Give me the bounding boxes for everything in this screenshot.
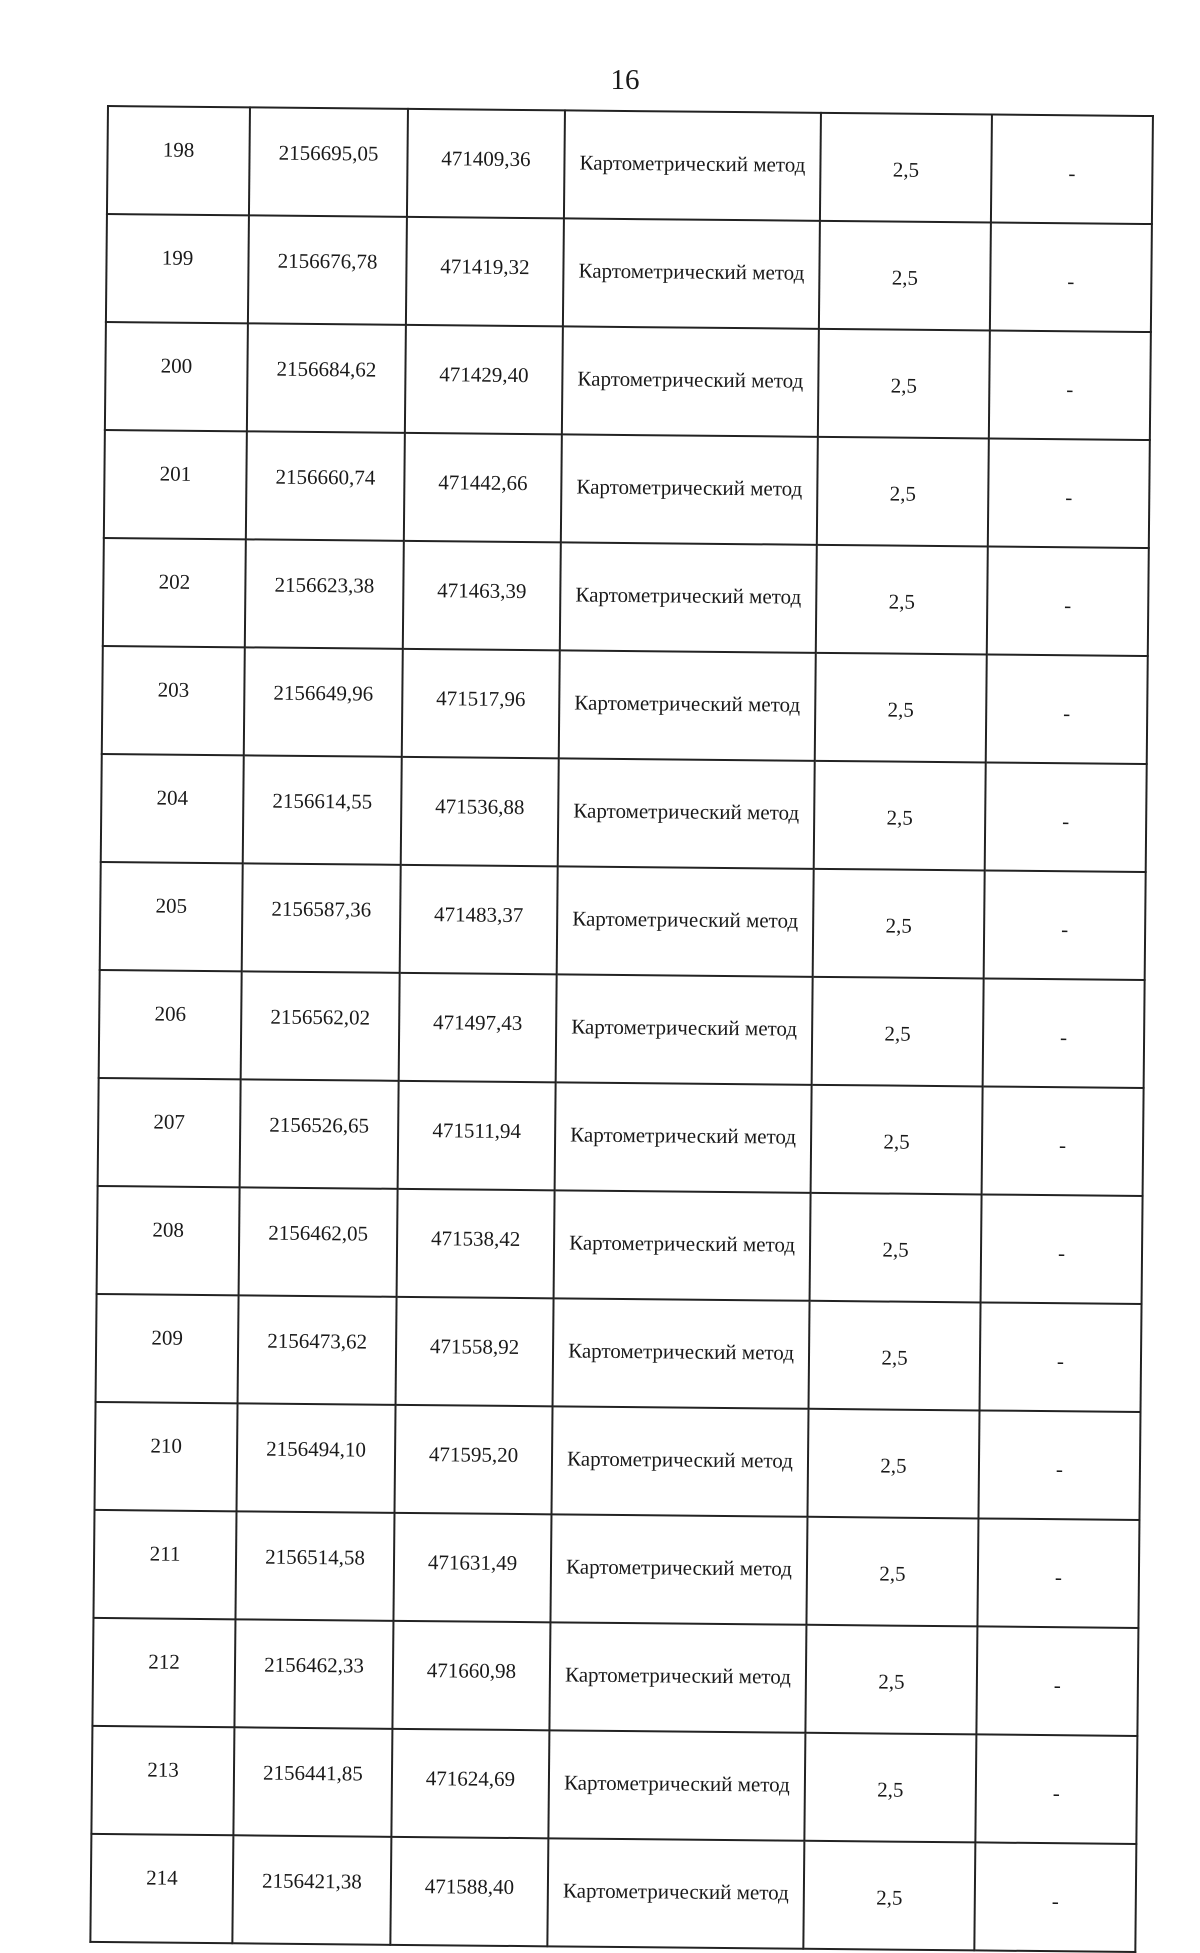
y-coordinate-cell: 471660,98: [392, 1621, 550, 1731]
x-coordinate-cell: 2156695,05: [249, 107, 408, 217]
y-coordinate-cell: 471497,43: [399, 973, 557, 1083]
y-coordinate-cell: 471536,88: [401, 757, 559, 867]
method-cell: Картометрический метод: [555, 1082, 812, 1192]
note-cell: -: [980, 1302, 1142, 1412]
y-coordinate-cell: 471588,40: [390, 1837, 548, 1947]
table-row: [106, 214, 1152, 332]
table-body: [90, 106, 1153, 1952]
y-coordinate-cell: 471463,39: [403, 541, 561, 651]
accuracy-cell: 2,5: [814, 761, 986, 871]
y-coordinate-cell: 471624,69: [391, 1729, 549, 1839]
table-row: [95, 1402, 1141, 1520]
y-coordinate-cell: 471558,92: [396, 1297, 554, 1407]
table-row: [97, 1186, 1143, 1304]
table-row: [98, 1078, 1144, 1196]
y-coordinate-cell: 471429,40: [405, 325, 563, 435]
table-row: [101, 754, 1147, 872]
accuracy-cell: 2,5: [806, 1517, 978, 1627]
accuracy-cell: 2,5: [804, 1733, 976, 1843]
note-cell: -: [982, 1086, 1144, 1196]
y-coordinate-cell: 471538,42: [397, 1189, 555, 1299]
x-coordinate-cell: 2156684,62: [247, 323, 406, 433]
note-cell: -: [990, 222, 1152, 332]
point-number-cell: 212: [92, 1618, 235, 1727]
y-coordinate-cell: 471631,49: [393, 1513, 551, 1623]
x-coordinate-cell: 2156562,02: [241, 971, 400, 1081]
method-cell: Картометрический метод: [553, 1298, 810, 1408]
note-cell: -: [988, 438, 1150, 548]
point-number-cell: 208: [97, 1186, 240, 1295]
point-number-cell: 211: [93, 1510, 236, 1619]
point-number-cell: 205: [100, 862, 243, 971]
method-cell: Картометрический метод: [558, 758, 815, 868]
note-cell: -: [981, 1194, 1143, 1304]
table-row: [91, 1726, 1137, 1844]
accuracy-cell: 2,5: [817, 437, 989, 547]
note-cell: -: [976, 1626, 1138, 1736]
method-cell: Картометрический метод: [563, 218, 820, 328]
point-number-cell: 204: [101, 754, 244, 863]
table-row: [102, 646, 1148, 764]
point-number-cell: 213: [91, 1726, 234, 1835]
y-coordinate-cell: 471442,66: [404, 433, 562, 543]
note-cell: -: [985, 762, 1147, 872]
page-number: 16: [610, 64, 640, 96]
coordinates-table: [89, 105, 1154, 1953]
x-coordinate-cell: 2156494,10: [237, 1403, 396, 1513]
note-cell: -: [984, 870, 1146, 980]
accuracy-cell: 2,5: [810, 1193, 982, 1303]
x-coordinate-cell: 2156526,65: [240, 1079, 399, 1189]
x-coordinate-cell: 2156462,05: [239, 1187, 398, 1297]
note-cell: -: [975, 1734, 1137, 1844]
point-number-cell: 206: [99, 970, 242, 1079]
note-cell: -: [978, 1410, 1140, 1520]
x-coordinate-cell: 2156421,38: [232, 1835, 391, 1945]
table-row: [92, 1618, 1138, 1736]
note-cell: -: [977, 1518, 1139, 1628]
point-number-cell: 202: [103, 538, 246, 647]
accuracy-cell: 2,5: [807, 1409, 979, 1519]
method-cell: Картометрический метод: [547, 1838, 804, 1948]
method-cell: Картометрический метод: [559, 650, 816, 760]
table-row: [100, 862, 1146, 980]
x-coordinate-cell: 2156660,74: [246, 431, 405, 541]
point-number-cell: 207: [98, 1078, 241, 1187]
accuracy-cell: 2,5: [809, 1301, 981, 1411]
y-coordinate-cell: 471511,94: [398, 1081, 556, 1191]
method-cell: Картометрический метод: [554, 1190, 811, 1300]
table-row: [105, 322, 1151, 440]
table-row: [93, 1510, 1139, 1628]
method-cell: Картометрический метод: [560, 542, 817, 652]
point-number-cell: 200: [105, 322, 248, 431]
accuracy-cell: 2,5: [811, 1085, 983, 1195]
point-number-cell: 201: [104, 430, 247, 539]
x-coordinate-cell: 2156514,58: [235, 1511, 394, 1621]
table-row: [99, 970, 1145, 1088]
y-coordinate-cell: 471483,37: [400, 865, 558, 975]
x-coordinate-cell: 2156473,62: [238, 1295, 397, 1405]
note-cell: -: [983, 978, 1145, 1088]
x-coordinate-cell: 2156441,85: [233, 1727, 392, 1837]
table-row: [90, 1834, 1136, 1952]
point-number-cell: 203: [102, 646, 245, 755]
accuracy-cell: 2,5: [805, 1625, 977, 1735]
y-coordinate-cell: 471595,20: [394, 1405, 552, 1515]
x-coordinate-cell: 2156462,33: [234, 1619, 393, 1729]
note-cell: -: [989, 330, 1151, 440]
table-row: [103, 538, 1149, 656]
accuracy-cell: 2,5: [816, 545, 988, 655]
x-coordinate-cell: 2156649,96: [244, 647, 403, 757]
x-coordinate-cell: 2156623,38: [245, 539, 404, 649]
method-cell: Картометрический метод: [561, 434, 818, 544]
point-number-cell: 199: [106, 214, 249, 323]
point-number-cell: 198: [107, 106, 250, 215]
coordinates-table-container: [89, 105, 1152, 1953]
method-cell: Картометрический метод: [557, 866, 814, 976]
x-coordinate-cell: 2156614,55: [243, 755, 402, 865]
table-row: [96, 1294, 1142, 1412]
method-cell: Картометрический метод: [564, 110, 821, 220]
method-cell: Картометрический метод: [550, 1514, 807, 1624]
x-coordinate-cell: 2156676,78: [248, 215, 407, 325]
accuracy-cell: 2,5: [812, 977, 984, 1087]
method-cell: Картометрический метод: [556, 974, 813, 1084]
note-cell: -: [991, 114, 1153, 224]
accuracy-cell: 2,5: [813, 869, 985, 979]
accuracy-cell: 2,5: [820, 113, 992, 223]
accuracy-cell: 2,5: [815, 653, 987, 763]
point-number-cell: 214: [90, 1834, 233, 1943]
table-row: [107, 106, 1153, 224]
y-coordinate-cell: 471517,96: [402, 649, 560, 759]
note-cell: -: [974, 1842, 1136, 1952]
accuracy-cell: 2,5: [819, 221, 991, 331]
method-cell: Картометрический метод: [562, 326, 819, 436]
method-cell: Картометрический метод: [548, 1730, 805, 1840]
y-coordinate-cell: 471409,36: [407, 109, 565, 219]
table-row: [104, 430, 1150, 548]
x-coordinate-cell: 2156587,36: [242, 863, 401, 973]
note-cell: -: [986, 654, 1148, 764]
note-cell: -: [987, 546, 1149, 656]
method-cell: Картометрический метод: [549, 1622, 806, 1732]
point-number-cell: 209: [96, 1294, 239, 1403]
y-coordinate-cell: 471419,32: [406, 217, 564, 327]
accuracy-cell: 2,5: [803, 1841, 975, 1951]
accuracy-cell: 2,5: [818, 329, 990, 439]
point-number-cell: 210: [95, 1402, 238, 1511]
method-cell: Картометрический метод: [551, 1406, 808, 1516]
